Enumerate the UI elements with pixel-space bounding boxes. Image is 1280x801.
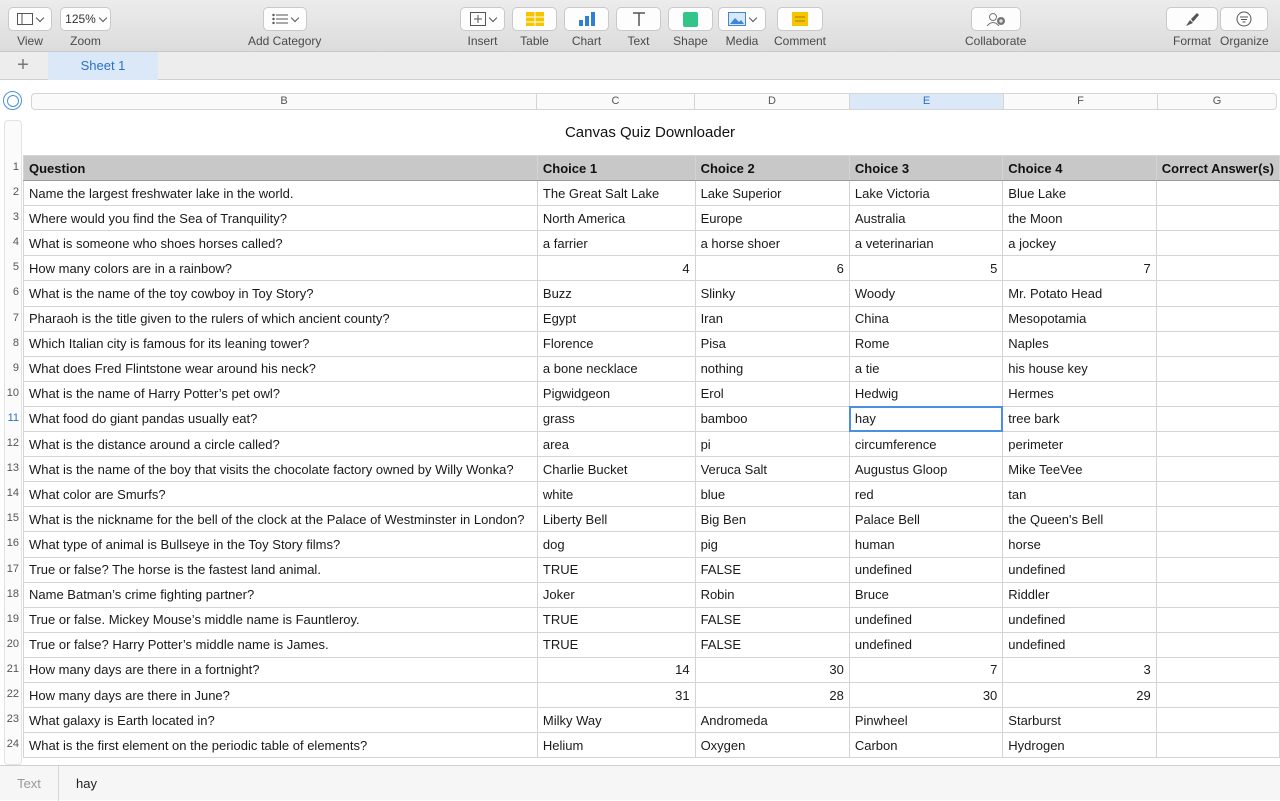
table-row: [24, 632, 1280, 657]
table-cell[interactable]: Name Batman’s crime fighting partner?: [24, 582, 538, 607]
table-cell[interactable]: undefined: [1003, 607, 1156, 632]
zoom-label: Zoom: [70, 34, 101, 48]
table-cell[interactable]: What is the distance around a circle called?: [24, 432, 538, 457]
table-cell[interactable]: Blue Lake: [1003, 181, 1156, 206]
table-row: [24, 582, 1280, 607]
table-row: [24, 306, 1280, 331]
table-cell[interactable]: 30: [695, 657, 849, 682]
table-cell[interactable]: Iran: [695, 306, 849, 331]
table-cell[interactable]: Starburst: [1003, 708, 1156, 733]
table-cell[interactable]: 4: [537, 256, 695, 281]
table-cell[interactable]: Florence: [537, 331, 695, 356]
table-cell[interactable]: Pharaoh is the title given to the rulers of which ancient county?: [24, 306, 538, 331]
table-label: Table: [520, 34, 549, 48]
table-cell[interactable]: undefined: [849, 557, 1002, 582]
table-row: [24, 657, 1280, 682]
insert-icon: [470, 12, 486, 26]
table-cell[interactable]: 5: [849, 256, 1002, 281]
row-number[interactable]: 22: [6, 687, 19, 700]
table-cell[interactable]: tree bark: [1003, 406, 1156, 431]
table-cell[interactable]: grass: [537, 406, 695, 431]
table-cell[interactable]: undefined: [1003, 557, 1156, 582]
table-cell[interactable]: the Moon: [1003, 206, 1156, 231]
chevron-down-icon: [290, 13, 298, 21]
table-cell[interactable]: Riddler: [1003, 582, 1156, 607]
table-cell[interactable]: a jockey: [1003, 231, 1156, 256]
row-number[interactable]: 10: [6, 386, 19, 399]
table-cell[interactable]: tan: [1003, 482, 1156, 507]
table-cell[interactable]: China: [849, 306, 1002, 331]
add-category-label: Add Category: [248, 34, 322, 48]
table-cell[interactable]: Andromeda: [695, 708, 849, 733]
table-cell[interactable]: [1156, 231, 1279, 256]
table-cell[interactable]: circumference: [849, 432, 1002, 457]
table-cell[interactable]: 29: [1003, 682, 1156, 707]
chevron-down-icon: [99, 13, 107, 21]
list-icon: [272, 13, 288, 25]
table-cell[interactable]: the Queen's Bell: [1003, 507, 1156, 532]
insert-control[interactable]: [460, 7, 505, 48]
table-cell[interactable]: What type of animal is Bullseye in the Toy Story films?: [24, 532, 538, 557]
table-cell[interactable]: What is the name of Harry Potter’s pet owl?: [24, 381, 538, 406]
table-cell[interactable]: Naples: [1003, 331, 1156, 356]
comment-icon: [792, 12, 808, 26]
row-numbers: [0, 155, 23, 757]
insert-label: Insert: [467, 34, 498, 48]
table-row: [24, 482, 1280, 507]
table-cell[interactable]: nothing: [695, 356, 849, 381]
table-cell[interactable]: [1156, 682, 1279, 707]
table-cell[interactable]: Joker: [537, 582, 695, 607]
table-icon: [526, 12, 544, 26]
text-icon: [632, 12, 646, 26]
table-cell[interactable]: 30: [849, 682, 1002, 707]
table-cell[interactable]: [1156, 181, 1279, 206]
header-cell[interactable]: Question: [24, 156, 538, 181]
table-cell[interactable]: How many colors are in a rainbow?: [24, 256, 538, 281]
view-label: View: [17, 34, 43, 48]
table-cell[interactable]: [1156, 557, 1279, 582]
shape-icon: [683, 12, 698, 27]
table-cell[interactable]: Mesopotamia: [1003, 306, 1156, 331]
table-row: [24, 457, 1280, 482]
table-cell[interactable]: Erol: [695, 381, 849, 406]
table-cell[interactable]: [1156, 582, 1279, 607]
row-number[interactable]: 11: [7, 411, 19, 424]
table-row: [24, 181, 1280, 206]
table-cell[interactable]: [1156, 206, 1279, 231]
table-cell[interactable]: What is the name of the boy that visits the chocolate factory owned by Willy Wonka?: [24, 457, 538, 482]
sheet-tab-bar: [0, 52, 1280, 80]
photo-icon: [728, 12, 746, 26]
tab-sheet-1[interactable]: Sheet 1: [48, 52, 158, 80]
table-cell[interactable]: Where would you find the Sea of Tranquility?: [24, 206, 538, 231]
add-sheet-button[interactable]: +: [17, 54, 29, 76]
table-cell[interactable]: perimeter: [1003, 432, 1156, 457]
table-row: [24, 432, 1280, 457]
format-button[interactable]: [1166, 7, 1218, 31]
text-button[interactable]: [616, 7, 661, 31]
chart-icon: [578, 12, 596, 26]
text-label: Text: [627, 34, 650, 48]
table-cell[interactable]: [1156, 432, 1279, 457]
table-row: [24, 532, 1280, 557]
row-number[interactable]: 18: [6, 587, 19, 600]
table-cell[interactable]: What is the first element on the periodic table of elements?: [24, 733, 538, 758]
table-row: [24, 256, 1280, 281]
table-cell[interactable]: [1156, 657, 1279, 682]
table-row: [24, 507, 1280, 532]
table-cell[interactable]: a farrier: [537, 231, 695, 256]
table-cell[interactable]: Liberty Bell: [537, 507, 695, 532]
row-number[interactable]: 7: [12, 311, 19, 324]
table-cell[interactable]: [1156, 457, 1279, 482]
table-row: [24, 281, 1280, 306]
table-cell[interactable]: True or false? The horse is the fastest land animal.: [24, 557, 538, 582]
select-table-handle[interactable]: [3, 91, 22, 110]
column-header-e[interactable]: E: [850, 93, 1004, 110]
row-number[interactable]: 4: [12, 236, 19, 249]
table-cell[interactable]: hay: [849, 406, 1002, 431]
table-cell[interactable]: a horse shoer: [695, 231, 849, 256]
table-row: [24, 231, 1280, 256]
sidebar-icon: [17, 13, 33, 25]
table-cell[interactable]: dog: [537, 532, 695, 557]
table-cell[interactable]: Name the largest freshwater lake in the world.: [24, 181, 538, 206]
zoom-select[interactable]: [60, 7, 111, 31]
zoom-value: 125%: [65, 12, 96, 26]
row-number[interactable]: 12: [6, 437, 19, 450]
table-cell[interactable]: TRUE: [537, 632, 695, 657]
insert-button[interactable]: [460, 7, 505, 31]
table-cell[interactable]: [1156, 331, 1279, 356]
shape-control[interactable]: [668, 7, 713, 48]
table-cell[interactable]: Pisa: [695, 331, 849, 356]
collaborate-label: Collaborate: [965, 34, 1027, 48]
formula-bar: [0, 765, 1280, 800]
format-label: Format: [1172, 34, 1211, 48]
table-cell[interactable]: Pigwidgeon: [537, 381, 695, 406]
table-row: [24, 381, 1280, 406]
table-cell[interactable]: [1156, 733, 1279, 758]
table-title[interactable]: Canvas Quiz Downloader: [564, 124, 736, 141]
media-label: Media: [725, 34, 759, 48]
table-row: [24, 607, 1280, 632]
table-cell[interactable]: red: [849, 482, 1002, 507]
table-cell[interactable]: [1156, 482, 1279, 507]
table-cell[interactable]: The Great Salt Lake: [537, 181, 695, 206]
organize-icon: [1236, 11, 1252, 27]
table-cell[interactable]: undefined: [1003, 632, 1156, 657]
table-cell[interactable]: a tie: [849, 356, 1002, 381]
table-cell[interactable]: Woody: [849, 281, 1002, 306]
row-number[interactable]: 9: [12, 361, 19, 374]
table-cell[interactable]: Big Ben: [695, 507, 849, 532]
table-cell[interactable]: Australia: [849, 206, 1002, 231]
table-row: [24, 733, 1280, 758]
table-button[interactable]: [512, 7, 557, 31]
table-cell[interactable]: [1156, 708, 1279, 733]
chart-label: Chart: [571, 34, 602, 48]
header-row: [24, 156, 1280, 181]
formula-type-label: Text: [0, 766, 59, 801]
row-number[interactable]: 3: [12, 211, 19, 224]
table-cell[interactable]: Charlie Bucket: [537, 457, 695, 482]
table-cell[interactable]: FALSE: [695, 632, 849, 657]
row-number[interactable]: 24: [6, 738, 19, 751]
table-cell[interactable]: Helium: [537, 733, 695, 758]
table-cell[interactable]: What does Fred Flintstone wear around his neck?: [24, 356, 538, 381]
chevron-down-icon: [488, 13, 496, 21]
row-number[interactable]: 16: [6, 537, 19, 550]
table-cell[interactable]: undefined: [849, 607, 1002, 632]
paintbrush-icon: [1184, 12, 1200, 27]
table-cell[interactable]: Mike TeeVee: [1003, 457, 1156, 482]
table-cell[interactable]: Bruce: [849, 582, 1002, 607]
chart-button[interactable]: [564, 7, 609, 31]
table-cell[interactable]: [1156, 607, 1279, 632]
header-cell[interactable]: Choice 3: [849, 156, 1002, 181]
view-control[interactable]: [8, 7, 52, 48]
table-cell[interactable]: TRUE: [537, 557, 695, 582]
table-cell[interactable]: Veruca Salt: [695, 457, 849, 482]
spreadsheet-table: [23, 155, 1280, 758]
table-cell[interactable]: pi: [695, 432, 849, 457]
table-cell[interactable]: Egypt: [537, 306, 695, 331]
table-cell[interactable]: Which Italian city is famous for its leaning tower?: [24, 331, 538, 356]
table-cell[interactable]: Robin: [695, 582, 849, 607]
row-number[interactable]: 19: [6, 612, 19, 625]
table-row: [24, 682, 1280, 707]
table-cell[interactable]: True or false? Harry Potter’s middle name is James.: [24, 632, 538, 657]
table-cell[interactable]: 3: [1003, 657, 1156, 682]
table-cell[interactable]: [1156, 356, 1279, 381]
view-button[interactable]: [8, 7, 52, 31]
table-cell[interactable]: Buzz: [537, 281, 695, 306]
table-cell[interactable]: TRUE: [537, 607, 695, 632]
table-cell[interactable]: What is the nickname for the bell of the clock at the Palace of Westminster in London?: [24, 507, 538, 532]
table-cell[interactable]: What color are Smurfs?: [24, 482, 538, 507]
organize-button[interactable]: [1220, 7, 1268, 31]
column-header-g[interactable]: G: [1158, 93, 1277, 110]
collaborate-button[interactable]: [971, 7, 1021, 31]
row-number[interactable]: 15: [6, 512, 19, 525]
header-cell[interactable]: Correct Answer(s): [1156, 156, 1279, 181]
table-cell[interactable]: Oxygen: [695, 733, 849, 758]
table-cell[interactable]: North America: [537, 206, 695, 231]
table-cell[interactable]: bamboo: [695, 406, 849, 431]
table-control[interactable]: [512, 7, 557, 48]
media-control[interactable]: [718, 7, 766, 48]
row-number[interactable]: 23: [6, 713, 19, 726]
table-cell[interactable]: [1156, 306, 1279, 331]
table-cell[interactable]: True or false. Mickey Mouse’s middle name is Fauntleroy.: [24, 607, 538, 632]
table-cell[interactable]: Carbon: [849, 733, 1002, 758]
table-cell[interactable]: [1156, 281, 1279, 306]
text-control[interactable]: [616, 7, 661, 48]
table-cell[interactable]: Lake Superior: [695, 181, 849, 206]
table-cell[interactable]: What galaxy is Earth located in?: [24, 708, 538, 733]
table-cell[interactable]: 7: [849, 657, 1002, 682]
table-cell[interactable]: blue: [695, 482, 849, 507]
table-cell[interactable]: Augustus Gloop: [849, 457, 1002, 482]
table-row: [24, 708, 1280, 733]
add-category-button[interactable]: [263, 7, 307, 31]
row-number[interactable]: 21: [6, 662, 19, 675]
table-cell[interactable]: 7: [1003, 256, 1156, 281]
row-number[interactable]: 1: [12, 161, 19, 173]
organize-label: Organize: [1220, 34, 1269, 48]
table-cell[interactable]: 28: [695, 682, 849, 707]
table-cell[interactable]: Milky Way: [537, 708, 695, 733]
column-header-b[interactable]: B: [31, 93, 537, 110]
row-number[interactable]: 20: [6, 637, 19, 650]
table-cell[interactable]: How many days are there in June?: [24, 682, 538, 707]
column-header-row: [0, 80, 1280, 118]
table-cell[interactable]: FALSE: [695, 607, 849, 632]
table-cell[interactable]: Hermes: [1003, 381, 1156, 406]
table-cell[interactable]: Hedwig: [849, 381, 1002, 406]
table-cell[interactable]: Mr. Potato Head: [1003, 281, 1156, 306]
row-number[interactable]: 2: [12, 186, 19, 199]
table-cell[interactable]: 6: [695, 256, 849, 281]
formula-value[interactable]: hay: [76, 776, 97, 791]
comment-button[interactable]: [777, 7, 823, 31]
row-number[interactable]: 5: [12, 261, 19, 274]
row-number[interactable]: 13: [6, 462, 19, 475]
table-cell[interactable]: white: [537, 482, 695, 507]
header-cell[interactable]: Choice 4: [1003, 156, 1156, 181]
collaborate-control[interactable]: [965, 7, 1026, 48]
table-cell[interactable]: FALSE: [695, 557, 849, 582]
table-cell[interactable]: What is the name of the toy cowboy in Toy Story?: [24, 281, 538, 306]
row-number[interactable]: 17: [6, 562, 19, 575]
organize-control[interactable]: [1220, 7, 1269, 48]
table-cell[interactable]: his house key: [1003, 356, 1156, 381]
header-cell[interactable]: Choice 2: [695, 156, 849, 181]
row-number[interactable]: 14: [6, 487, 19, 500]
table-cell[interactable]: [1156, 256, 1279, 281]
collaborate-icon: [986, 12, 1006, 26]
header-cell[interactable]: Choice 1: [537, 156, 695, 181]
table-cell[interactable]: [1156, 532, 1279, 557]
table-cell[interactable]: horse: [1003, 532, 1156, 557]
chart-control[interactable]: [564, 7, 609, 48]
column-header-d[interactable]: D: [695, 93, 850, 110]
table-cell[interactable]: a bone necklace: [537, 356, 695, 381]
comment-control[interactable]: [774, 7, 826, 48]
table-row: [24, 331, 1280, 356]
table-cell[interactable]: area: [537, 432, 695, 457]
table-row: [24, 557, 1280, 582]
table-cell[interactable]: Lake Victoria: [849, 181, 1002, 206]
shape-button[interactable]: [668, 7, 713, 31]
comment-label: Comment: [774, 34, 827, 48]
row-number[interactable]: 8: [12, 336, 19, 349]
table-cell[interactable]: Pinwheel: [849, 708, 1002, 733]
table-cell[interactable]: [1156, 406, 1279, 431]
zoom-control[interactable]: [60, 7, 111, 48]
chevron-down-icon: [36, 13, 44, 21]
table-cell[interactable]: Rome: [849, 331, 1002, 356]
format-control[interactable]: [1166, 7, 1218, 48]
media-button[interactable]: [718, 7, 766, 31]
table-cell[interactable]: pig: [695, 532, 849, 557]
chevron-down-icon: [749, 13, 757, 21]
column-header-f[interactable]: F: [1004, 93, 1158, 110]
table-cell[interactable]: Slinky: [695, 281, 849, 306]
column-header-c[interactable]: C: [537, 93, 695, 110]
table-row: [24, 406, 1280, 431]
shape-label: Shape: [673, 34, 708, 48]
add-category-control[interactable]: [248, 7, 321, 48]
table-cell[interactable]: a veterinarian: [849, 231, 1002, 256]
table-row: [24, 206, 1280, 231]
row-number[interactable]: 6: [12, 286, 19, 299]
toolbar: [0, 0, 1280, 52]
table-cell[interactable]: How many days are there in a fortnight?: [24, 657, 538, 682]
table-cell[interactable]: 14: [537, 657, 695, 682]
table-cell[interactable]: Europe: [695, 206, 849, 231]
table-cell[interactable]: What is someone who shoes horses called?: [24, 231, 538, 256]
table-cell[interactable]: 31: [537, 682, 695, 707]
table-cell[interactable]: human: [849, 532, 1002, 557]
table-cell[interactable]: Hydrogen: [1003, 733, 1156, 758]
table-cell[interactable]: [1156, 381, 1279, 406]
table-cell[interactable]: What food do giant pandas usually eat?: [24, 406, 538, 431]
table-cell[interactable]: [1156, 507, 1279, 532]
table-row: [24, 356, 1280, 381]
table-cell[interactable]: [1156, 632, 1279, 657]
table-cell[interactable]: undefined: [849, 632, 1002, 657]
table-cell[interactable]: Palace Bell: [849, 507, 1002, 532]
